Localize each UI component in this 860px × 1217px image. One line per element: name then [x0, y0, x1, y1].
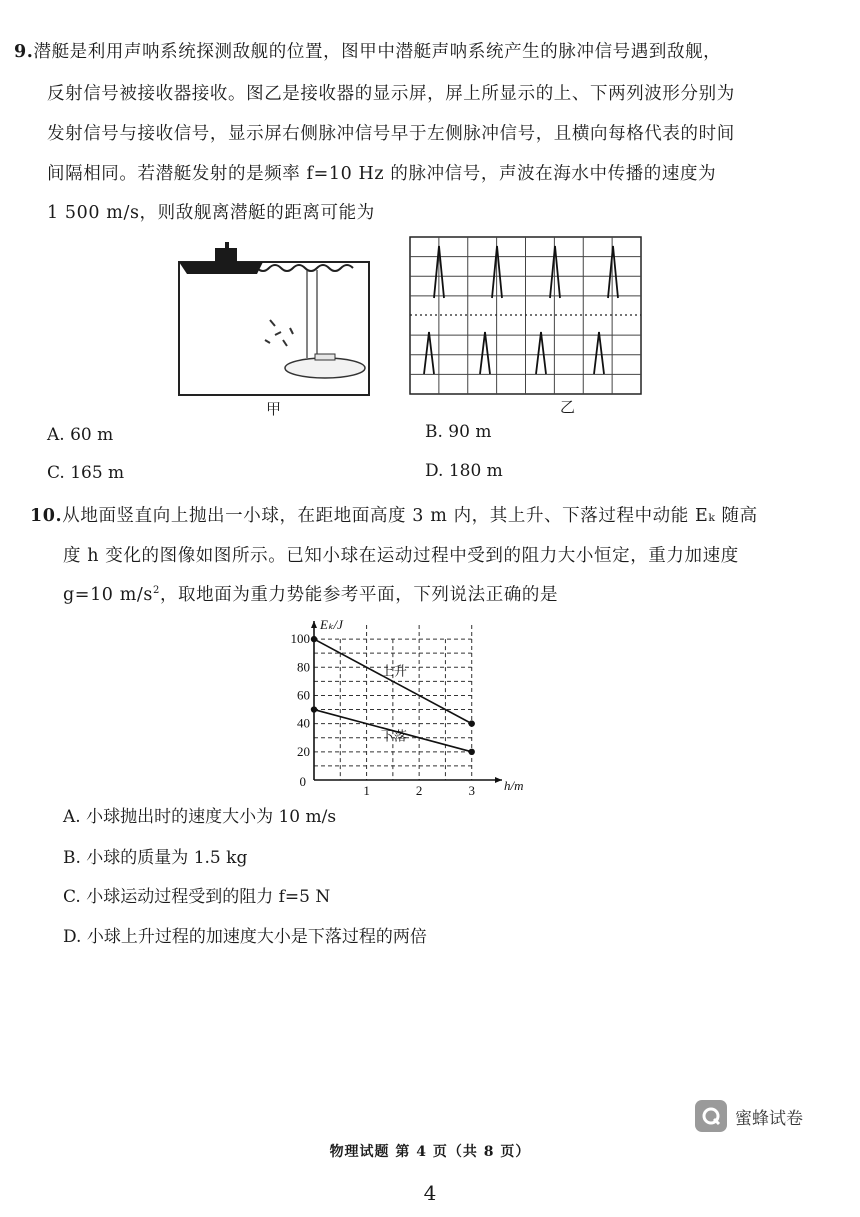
series-label: 上升: [380, 663, 407, 679]
receive-pulse: [536, 332, 546, 374]
submarine-icon: [285, 358, 365, 378]
y-tick-label: 60: [297, 687, 310, 703]
q9-line-1: 9.潜艇是利用声呐系统探测敌舰的位置，图甲中潜艇声呐系统产生的脉冲信号遇到敌舰，: [14, 42, 722, 62]
data-point: [311, 706, 317, 712]
q10-option-d[interactable]: D. 小球上升过程的加速度大小是下落过程的两倍: [63, 927, 427, 947]
receive-pulse: [480, 332, 490, 374]
receive-pulse: [594, 332, 604, 374]
q9-line-3: 发射信号与接收信号，显示屏右侧脉冲信号早于左侧脉冲信号，且横向每格代表的时间: [47, 124, 735, 144]
q9-option-a[interactable]: A. 60 m: [47, 425, 114, 445]
y-tick-label: 80: [297, 659, 310, 675]
y-axis-arrow: [311, 621, 317, 628]
data-point: [469, 749, 475, 755]
q9-number: 9.: [14, 42, 34, 62]
q10-option-a[interactable]: A. 小球抛出时的速度大小为 10 m/s: [63, 807, 337, 827]
q10-line-1: 10.从地面竖直向上抛出一小球，在距地面高度 3 m 内，其上升、下落过程中动能 Eₖ 随高: [30, 506, 758, 526]
q9-option-b[interactable]: B. 90 m: [425, 422, 492, 442]
data-point: [311, 636, 317, 642]
q10-number: 10.: [30, 506, 63, 526]
q9-option-d[interactable]: D. 180 m: [425, 461, 503, 481]
fig-yi-caption: 乙: [560, 398, 576, 416]
receive-pulse: [424, 332, 434, 374]
q9-line-2: 反射信号被接收器接收。图乙是接收器的显示屏，屏上所显示的上、下两列波形分别为: [47, 84, 735, 104]
x-tick-label: 1: [363, 783, 370, 798]
q9-line-5: 1 500 m/s，则敌舰离潜艇的距离可能为: [47, 203, 375, 223]
y-tick-label: 40: [297, 715, 310, 731]
page-footer: 物理试题 第 4 页（共 8 页）: [329, 1144, 531, 1160]
x-tick-label: 2: [415, 783, 423, 798]
x-axis-arrow: [495, 777, 502, 783]
ship-icon: [179, 262, 263, 274]
data-point: [469, 720, 475, 726]
transmit-pulse: [550, 246, 560, 298]
transmit-pulse: [608, 246, 618, 298]
q10-line-2: 度 h 变化的图像如图所示。已知小球在运动过程中受到的阻力大小恒定，重力加速度: [63, 546, 739, 566]
page-number: 4: [423, 1181, 437, 1205]
watermark-text: 蜜蜂试卷: [735, 1108, 803, 1129]
figure-yi: [409, 236, 643, 396]
ek-height-chart: [290, 615, 530, 800]
series-label: 下落: [380, 728, 407, 744]
y-tick-label: 100: [290, 631, 310, 647]
q10-option-b[interactable]: B. 小球的质量为 1.5 kg: [63, 848, 248, 868]
watermark: [695, 1100, 803, 1132]
q10-option-c[interactable]: C. 小球运动过程受到的阻力 f=5 N: [63, 887, 331, 907]
q10-line-3: g=10 $m/s^2$，取地面为重力势能参考平面，下列说法正确的是: [63, 585, 559, 605]
q9-line-4: 间隔相同。若潜艇发射的是频率 f=10 Hz 的脉冲信号，声波在海水中传播的速度为: [47, 164, 717, 184]
x-tick-label: 3: [468, 783, 475, 798]
figure-jia: [175, 240, 375, 400]
x-axis-label: h/m: [504, 778, 524, 793]
y-axis-label: Eₖ/J: [320, 617, 343, 632]
origin-label: 0: [299, 774, 306, 789]
q9-option-c[interactable]: C. 165 m: [47, 463, 125, 483]
y-tick-label: 20: [297, 743, 310, 759]
fig-jia-caption: 甲: [266, 400, 282, 418]
watermark-logo-icon: [695, 1100, 727, 1132]
